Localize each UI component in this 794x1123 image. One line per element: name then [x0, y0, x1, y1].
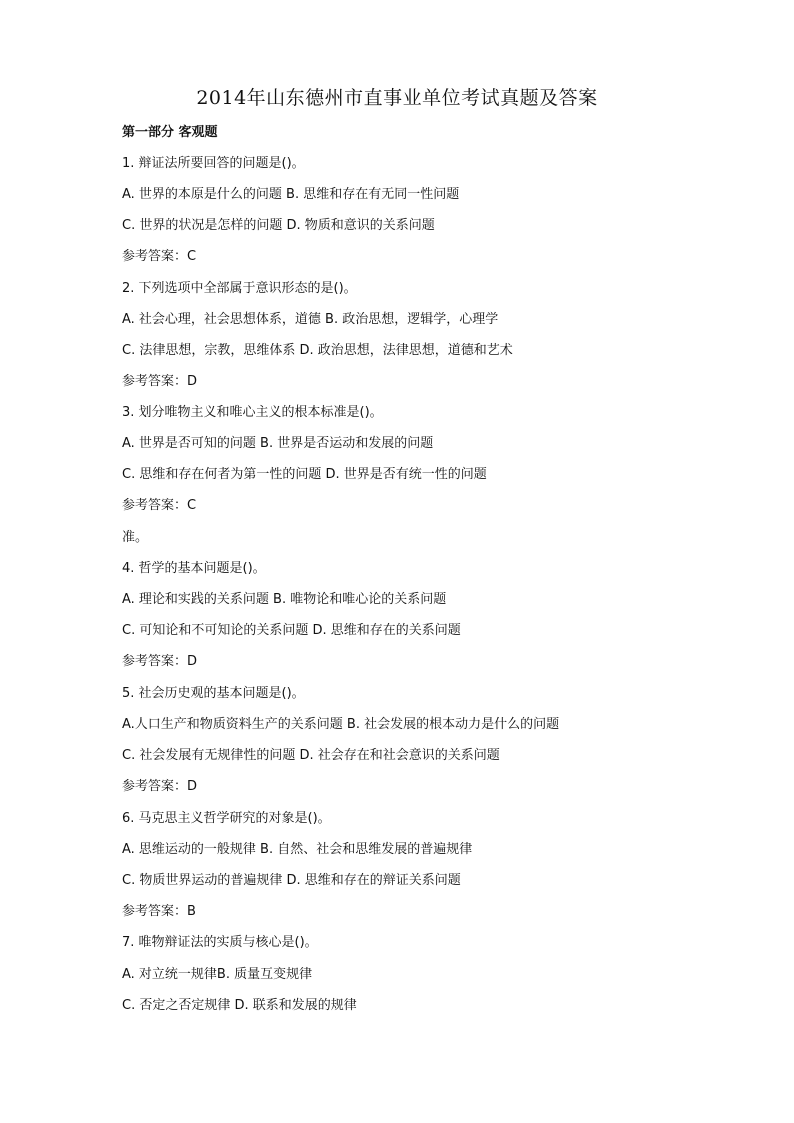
- question-5: 5. 社会历史观的基本问题是()。: [122, 686, 305, 701]
- question-4: 4. 哲学的基本问题是()。: [122, 561, 266, 576]
- question-6-options-cd: C. 物质世界运动的普遍规律 D. 思维和存在的辩证关系问题: [122, 873, 461, 888]
- question-4-answer: 参考答案：D: [122, 654, 198, 669]
- question-6-answer: 参考答案：B: [122, 904, 196, 919]
- section-heading: 第一部分 客观题: [122, 125, 218, 140]
- question-5-answer: 参考答案：D: [122, 779, 198, 794]
- document-title: 2014年山东德州市直事业单位考试真题及答案: [196, 87, 598, 109]
- question-7-options-cd: C. 否定之否定规律 D. 联系和发展的规律: [122, 998, 357, 1013]
- question-2-options-cd: C. 法律思想，宗教，思维体系 D. 政治思想，法律思想，道德和艺术: [122, 343, 513, 358]
- question-3-options-cd: C. 思维和存在何者为第一性的问题 D. 世界是否有统一性的问题: [122, 467, 487, 482]
- question-1: 1. 辩证法所要回答的问题是()。: [122, 156, 305, 171]
- question-7: 7. 唯物辩证法的实质与核心是()。: [122, 935, 318, 950]
- question-3: 3. 划分唯物主义和唯心主义的根本标准是()。: [122, 405, 383, 420]
- question-1-options-cd: C. 世界的状况是怎样的问题 D. 物质和意识的关系问题: [122, 218, 435, 233]
- question-6-options-ab: A. 思维运动的一般规律 B. 自然、社会和思维发展的普遍规律: [122, 842, 473, 857]
- question-5-options-ab: A.人口生产和物质资料生产的关系问题 B. 社会发展的根本动力是什么的问题: [122, 717, 560, 732]
- question-3-options-ab: A. 世界是否可知的问题 B. 世界是否运动和发展的问题: [122, 436, 434, 451]
- question-4-options-cd: C. 可知论和不可知论的关系问题 D. 思维和存在的关系问题: [122, 623, 461, 638]
- question-2: 2. 下列选项中全部属于意识形态的是()。: [122, 281, 357, 296]
- stray-text: 准。: [122, 530, 149, 545]
- question-4-options-ab: A. 理论和实践的关系问题 B. 唯物论和唯心论的关系问题: [122, 592, 447, 607]
- question-5-options-cd: C. 社会发展有无规律性的问题 D. 社会存在和社会意识的关系问题: [122, 748, 500, 763]
- question-7-options-ab: A. 对立统一规律B. 质量互变规律: [122, 967, 313, 982]
- question-3-answer: 参考答案：C: [122, 498, 197, 513]
- question-1-answer: 参考答案：C: [122, 249, 197, 264]
- question-1-options-ab: A. 世界的本原是什么的问题 B. 思维和存在有无同一性问题: [122, 187, 460, 202]
- question-6: 6. 马克思主义哲学研究的对象是()。: [122, 811, 331, 826]
- question-2-options-ab: A. 社会心理，社会思想体系，道德 B. 政治思想，逻辑学，心理学: [122, 312, 499, 327]
- question-2-answer: 参考答案：D: [122, 374, 198, 389]
